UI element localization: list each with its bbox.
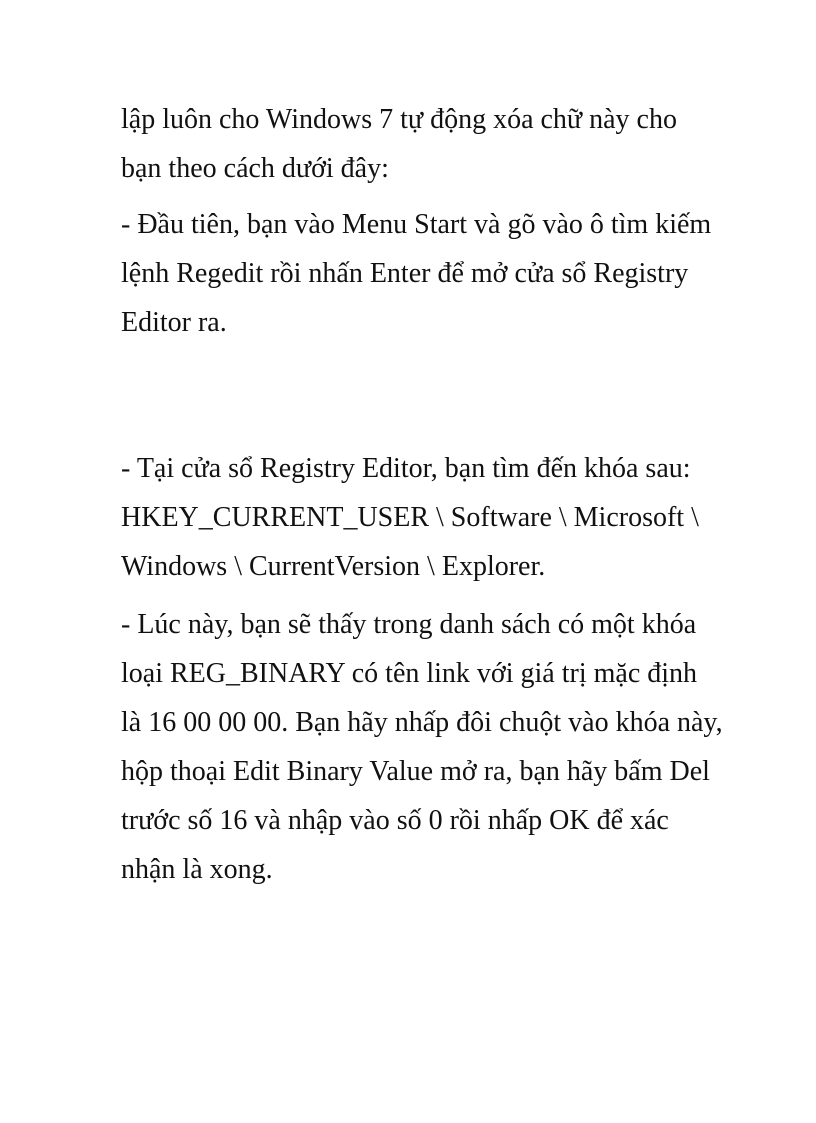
text-line: - Tại cửa sổ Registry Editor, bạn tìm đến khóa sau: [121,453,691,484]
text-line: - Lúc này, bạn sẽ thấy trong danh sách có một khóa [121,609,697,640]
text-line: Windows \ CurrentVersion \ Explorer. [121,551,546,582]
text-line: nhận là xong. [121,854,273,885]
text-line: lệnh Regedit rồi nhấn Enter để mở cửa sổ Registry [121,258,689,289]
text-line: HKEY_CURRENT_USER \ Software \ Microsoft \ [121,502,699,533]
text-line: trước số 16 và nhập vào số 0 rồi nhấp OK để xác [121,805,669,836]
text-line: Editor ra. [121,307,227,338]
text-line: là 16 00 00 00. Bạn hãy nhấp đôi chuột vào khóa này, [121,707,723,738]
text-line: loại REG_BINARY có tên link với giá trị mặc định [121,658,698,689]
paragraph-step-3 [121,600,723,894]
text-line: lập luôn cho Windows 7 tự động xóa chữ này cho [121,104,677,135]
paragraph-step-2 [121,444,699,591]
paragraph-step-1 [121,200,711,347]
text-line: bạn theo cách dưới đây: [121,153,389,184]
paragraph-intro [121,95,677,193]
text-line: hộp thoại Edit Binary Value mở ra, bạn hãy bấm Del [121,756,710,787]
text-line: - Đầu tiên, bạn vào Menu Start và gõ vào ô tìm kiếm [121,209,712,240]
